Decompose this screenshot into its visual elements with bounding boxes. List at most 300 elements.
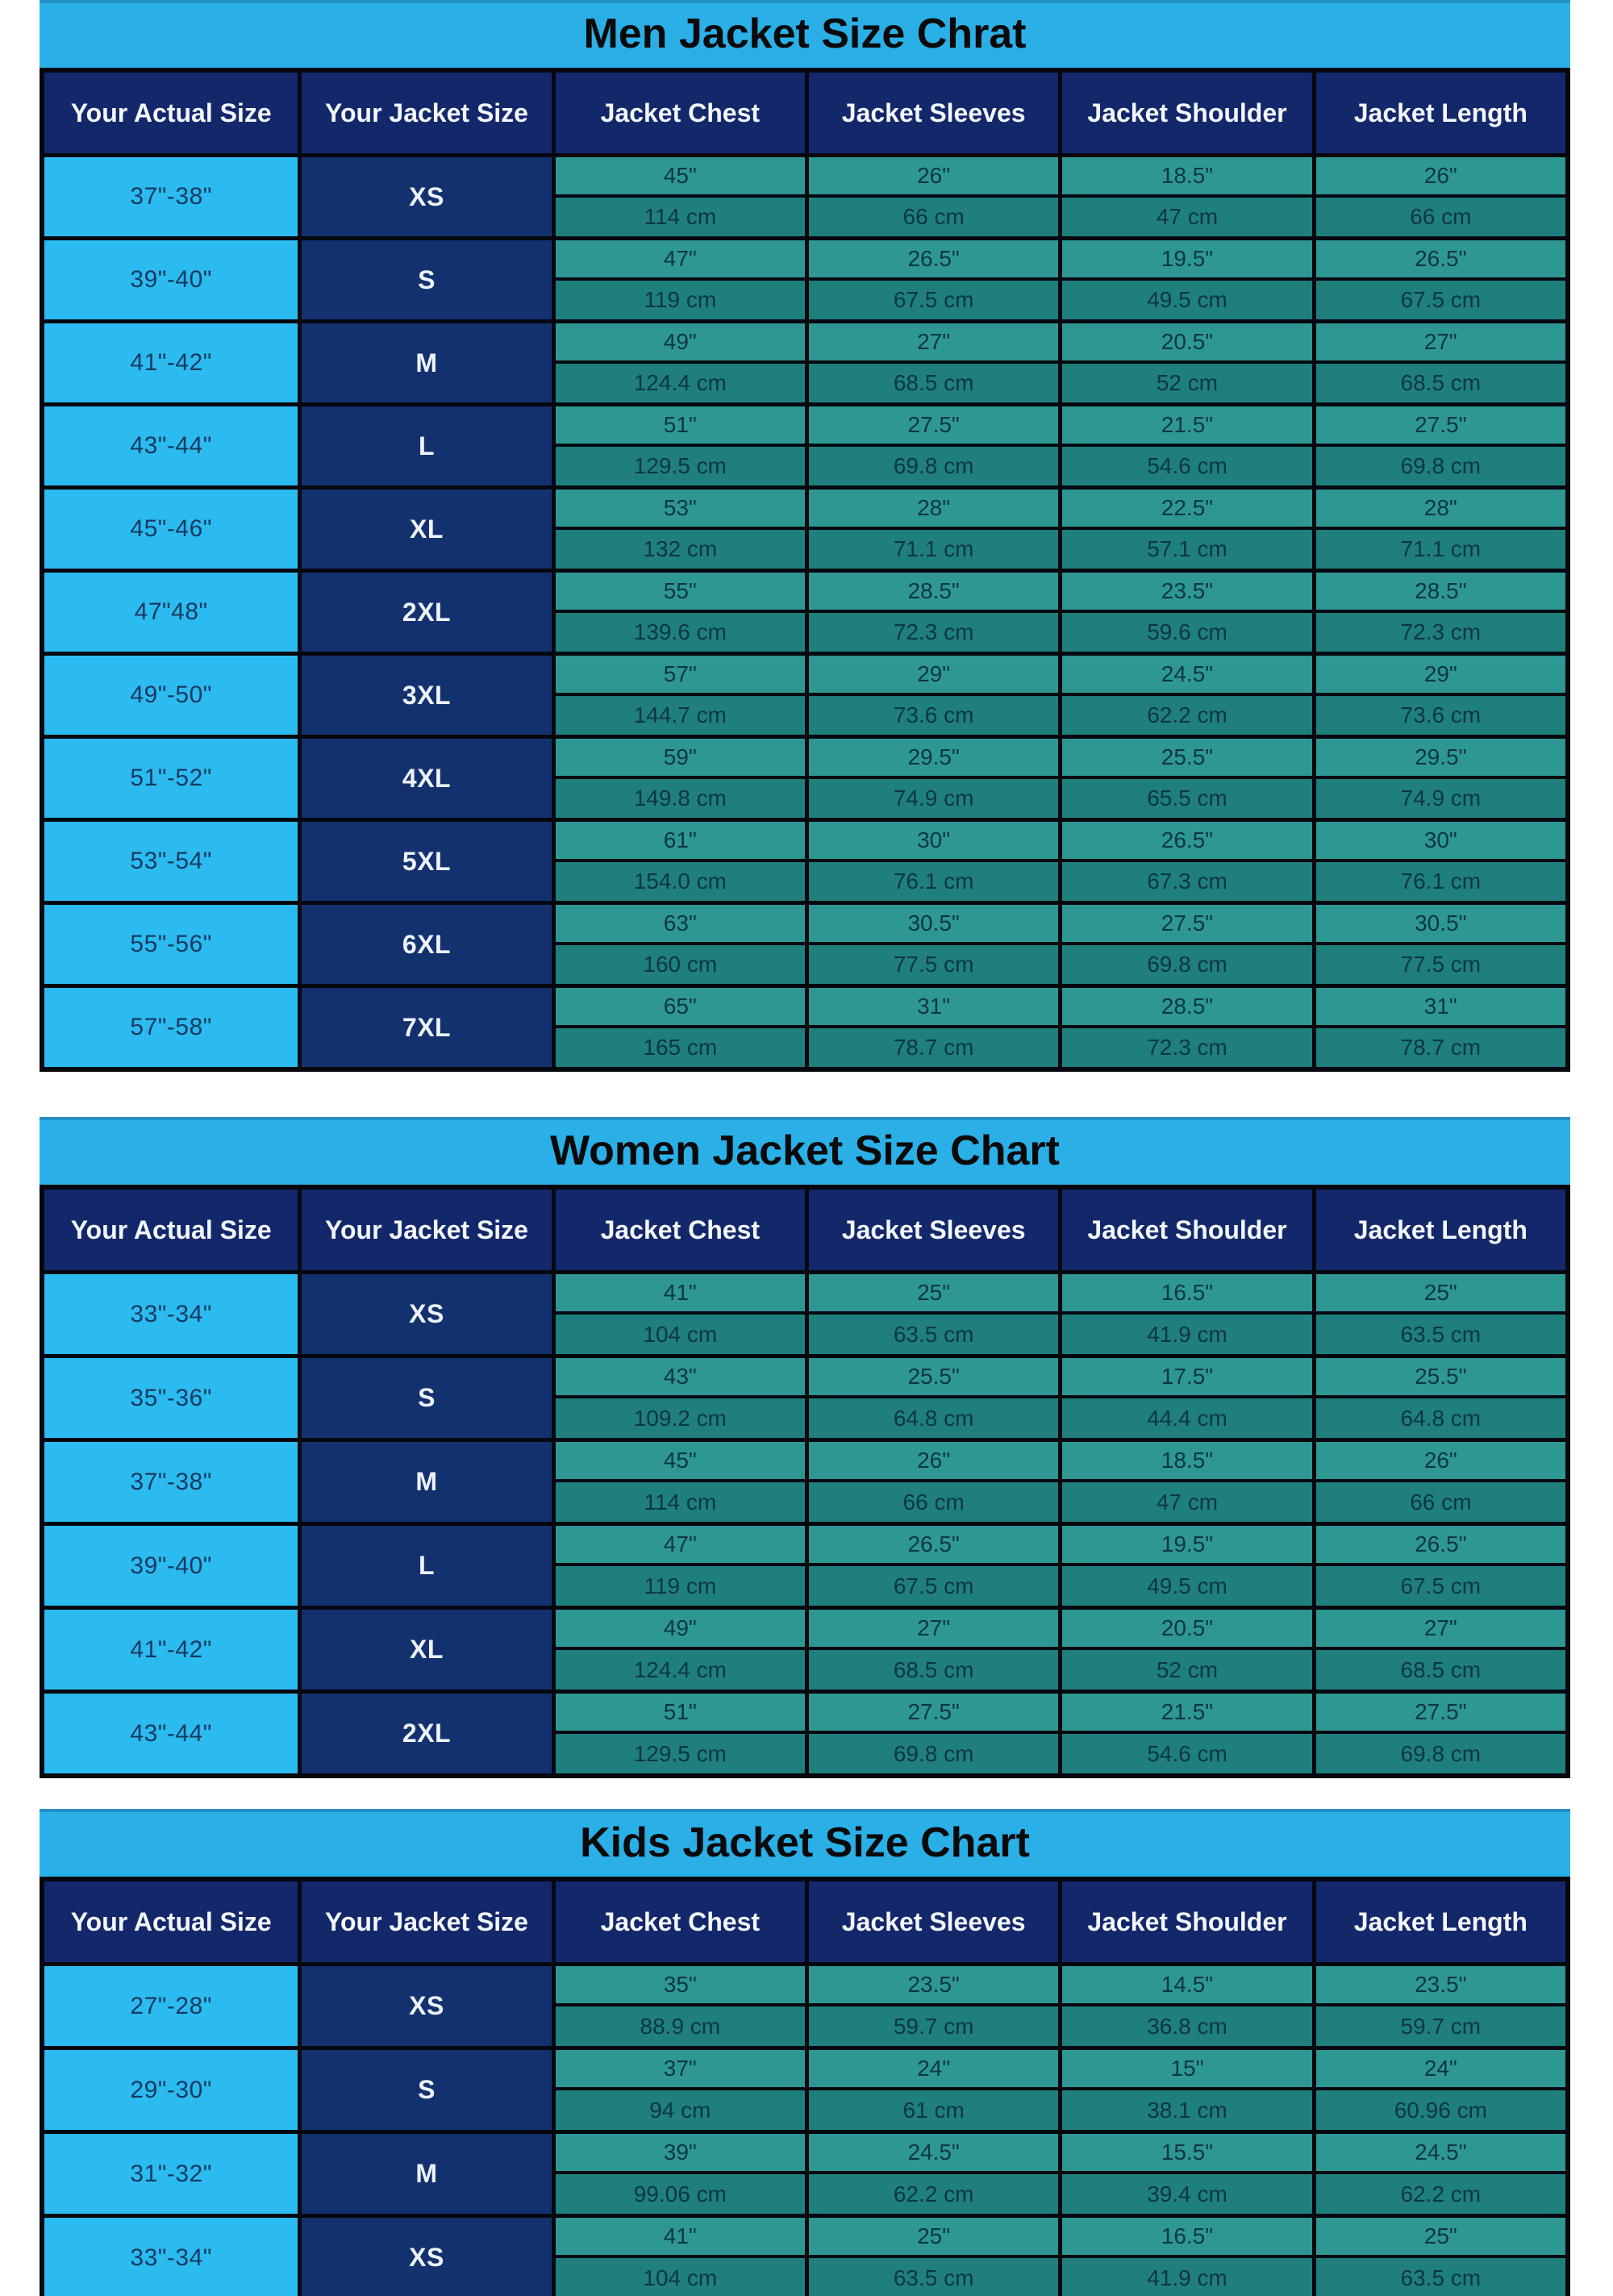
jacket-size-cell: XS: [298, 1274, 551, 1354]
inches-value: 27": [809, 1610, 1058, 1650]
table-row: [44, 569, 1565, 652]
cm-value: 149.8 cm: [556, 779, 805, 818]
measurement-cell: [1312, 656, 1565, 735]
measurement-cell: [1312, 1694, 1565, 1773]
table-row: [44, 901, 1565, 984]
measurement-cell: [805, 1610, 1058, 1690]
cm-value: 66 cm: [809, 1482, 1058, 1522]
inches-value: 25.5": [1062, 739, 1311, 779]
cm-value: 69.8 cm: [809, 1734, 1058, 1773]
measurement-cell: [805, 1694, 1058, 1773]
actual-size-cell: 31"-32": [44, 2134, 298, 2214]
cm-value: 69.8 cm: [1316, 1734, 1565, 1773]
cm-value: 69.8 cm: [1316, 447, 1565, 485]
table-row: [44, 2214, 1565, 2296]
measurement-cell: [1312, 988, 1565, 1067]
cm-value: 73.6 cm: [809, 696, 1058, 735]
cm-value: 66 cm: [1316, 198, 1565, 236]
table-row: [44, 153, 1565, 236]
actual-size-cell: 49"-50": [44, 656, 298, 735]
cm-value: 59.7 cm: [1316, 2006, 1565, 2046]
measurement-cell: [552, 1526, 805, 1606]
inches-value: 29": [1316, 656, 1565, 696]
measurement-cell: [1058, 2050, 1311, 2130]
actual-size-cell: 29"-30": [44, 2050, 298, 2130]
measurement-cell: [552, 490, 805, 569]
cm-value: 69.8 cm: [1062, 945, 1311, 984]
table-row: [44, 1270, 1565, 1354]
actual-size-cell: 43"-44": [44, 1694, 298, 1773]
men-table-title: Men Jacket Size Chrat: [40, 0, 1570, 68]
table-row: [44, 402, 1565, 485]
cm-value: 119 cm: [556, 1566, 805, 1606]
cm-value: 38.1 cm: [1062, 2090, 1311, 2130]
measurement-cell: [1312, 2218, 1565, 2296]
measurement-cell: [552, 1442, 805, 1522]
column-header: Jacket Sleeves: [805, 1190, 1058, 1270]
cm-value: 72.3 cm: [1062, 1028, 1311, 1067]
inches-value: 25": [809, 1274, 1058, 1315]
measurement-cell: [552, 988, 805, 1067]
inches-value: 26": [809, 157, 1058, 198]
inches-value: 59": [556, 739, 805, 779]
inches-value: 39": [556, 2134, 805, 2174]
inches-value: 26": [809, 1442, 1058, 1482]
cm-value: 61 cm: [809, 2090, 1058, 2130]
measurement-cell: [552, 240, 805, 319]
cm-value: 54.6 cm: [1062, 447, 1311, 485]
actual-size-cell: 57"-58": [44, 988, 298, 1067]
measurement-cell: [1058, 157, 1311, 236]
cm-value: 94 cm: [556, 2090, 805, 2130]
measurement-cell: [805, 240, 1058, 319]
jacket-size-cell: M: [298, 1442, 551, 1522]
women-size-table: [40, 1117, 1570, 1778]
inches-value: 20.5": [1062, 323, 1311, 364]
cm-value: 47 cm: [1062, 198, 1311, 236]
measurement-cell: [1312, 1526, 1565, 1606]
jacket-size-cell: M: [298, 2134, 551, 2214]
inches-value: 26": [1316, 1442, 1565, 1482]
inches-value: 45": [556, 157, 805, 198]
cm-value: 52 cm: [1062, 364, 1311, 402]
cm-value: 67.5 cm: [809, 281, 1058, 319]
column-header: Jacket Length: [1312, 1190, 1565, 1270]
cm-value: 72.3 cm: [809, 613, 1058, 652]
measurement-cell: [1312, 1966, 1565, 2046]
measurement-cell: [805, 2218, 1058, 2296]
inches-value: 24": [1316, 2050, 1565, 2090]
measurement-cell: [805, 656, 1058, 735]
cm-value: 69.8 cm: [809, 447, 1058, 485]
inches-value: 51": [556, 406, 805, 447]
actual-size-cell: 53"-54": [44, 822, 298, 901]
women-table-title: Women Jacket Size Chart: [40, 1117, 1570, 1185]
cm-value: 104 cm: [556, 1315, 805, 1354]
measurement-cell: [552, 323, 805, 402]
inches-value: 28": [809, 490, 1058, 530]
inches-value: 51": [556, 1694, 805, 1734]
measurement-cell: [1058, 739, 1311, 818]
women-table-grid: [40, 1185, 1570, 1778]
actual-size-cell: 37"-38": [44, 1442, 298, 1522]
cm-value: 88.9 cm: [556, 2006, 805, 2046]
actual-size-cell: 33"-34": [44, 1274, 298, 1354]
table-row: [44, 1354, 1565, 1438]
column-header: Jacket Shoulder: [1058, 73, 1311, 153]
cm-value: 41.9 cm: [1062, 2258, 1311, 2296]
inches-value: 18.5": [1062, 157, 1311, 198]
inches-value: 28.5": [809, 573, 1058, 613]
table-row: [44, 236, 1565, 319]
cm-value: 63.5 cm: [809, 2258, 1058, 2296]
kids-table-title: Kids Jacket Size Chart: [40, 1809, 1570, 1877]
measurement-cell: [1058, 406, 1311, 485]
inches-value: 30": [1316, 822, 1565, 862]
jacket-size-cell: XS: [298, 1966, 551, 2046]
cm-value: 63.5 cm: [809, 1315, 1058, 1354]
cm-value: 52 cm: [1062, 1650, 1311, 1690]
table-row: [44, 2130, 1565, 2214]
cm-value: 62.2 cm: [1316, 2174, 1565, 2214]
jacket-size-cell: S: [298, 1358, 551, 1438]
cm-value: 154.0 cm: [556, 862, 805, 901]
measurement-cell: [1312, 739, 1565, 818]
actual-size-cell: 41"-42": [44, 1610, 298, 1690]
inches-value: 28.5": [1062, 988, 1311, 1028]
inches-value: 23.5": [809, 1966, 1058, 2006]
measurement-cell: [1058, 1526, 1311, 1606]
measurement-cell: [805, 2134, 1058, 2214]
actual-size-cell: 51"-52": [44, 739, 298, 818]
cm-value: 144.7 cm: [556, 696, 805, 735]
cm-value: 76.1 cm: [809, 862, 1058, 901]
cm-value: 67.5 cm: [809, 1566, 1058, 1606]
measurement-cell: [1312, 323, 1565, 402]
table-row: [44, 319, 1565, 402]
measurement-cell: [805, 1358, 1058, 1438]
inches-value: 49": [556, 323, 805, 364]
cm-value: 57.1 cm: [1062, 530, 1311, 569]
column-header: Your Actual Size: [70, 1215, 272, 1244]
jacket-size-cell: M: [298, 323, 551, 402]
cm-value: 67.5 cm: [1316, 281, 1565, 319]
measurement-cell: [1312, 905, 1565, 984]
inches-value: 15": [1062, 2050, 1311, 2090]
measurement-cell: [805, 323, 1058, 402]
column-header: Your Actual Size: [70, 98, 272, 127]
jacket-size-cell: XS: [298, 157, 551, 236]
measurement-cell: [1312, 240, 1565, 319]
inches-value: 25": [809, 2218, 1058, 2258]
inches-value: 19.5": [1062, 1526, 1311, 1566]
measurement-cell: [1058, 490, 1311, 569]
measurement-cell: [805, 905, 1058, 984]
table-row: [44, 1606, 1565, 1690]
cm-value: 78.7 cm: [1316, 1028, 1565, 1067]
measurement-cell: [1312, 573, 1565, 652]
measurement-cell: [1312, 1274, 1565, 1354]
inches-value: 45": [556, 1442, 805, 1482]
cm-value: 62.2 cm: [1062, 696, 1311, 735]
measurement-cell: [1058, 1358, 1311, 1438]
inches-value: 15.5": [1062, 2134, 1311, 2174]
measurement-cell: [552, 2050, 805, 2130]
inches-value: 17.5": [1062, 1358, 1311, 1398]
inches-value: 49": [556, 1610, 805, 1650]
measurement-cell: [805, 1526, 1058, 1606]
measurement-cell: [805, 406, 1058, 485]
table-row: [44, 735, 1565, 818]
measurement-cell: [552, 656, 805, 735]
inches-value: 27.5": [809, 406, 1058, 447]
table-row: [44, 1962, 1565, 2046]
measurement-cell: [1058, 240, 1311, 319]
jacket-size-cell: 4XL: [298, 739, 551, 818]
actual-size-cell: 45"-46": [44, 490, 298, 569]
inches-value: 29.5": [809, 739, 1058, 779]
cm-value: 68.5 cm: [1316, 364, 1565, 402]
cm-value: 77.5 cm: [809, 945, 1058, 984]
inches-value: 27.5": [809, 1694, 1058, 1734]
table-body: [44, 153, 1565, 1067]
inches-value: 24.5": [1316, 2134, 1565, 2174]
cm-value: 68.5 cm: [1316, 1650, 1565, 1690]
measurement-cell: [1058, 1966, 1311, 2046]
inches-value: 27.5": [1062, 905, 1311, 945]
measurement-cell: [805, 988, 1058, 1067]
jacket-size-cell: S: [298, 240, 551, 319]
inches-value: 27.5": [1316, 406, 1565, 447]
inches-value: 27": [1316, 323, 1565, 364]
column-header: Jacket Shoulder: [1058, 1881, 1311, 1962]
cm-value: 54.6 cm: [1062, 1734, 1311, 1773]
kids-table-grid: [40, 1877, 1570, 2296]
inches-value: 25.5": [809, 1358, 1058, 1398]
cm-value: 99.06 cm: [556, 2174, 805, 2214]
measurement-cell: [805, 1966, 1058, 2046]
cm-value: 76.1 cm: [1316, 862, 1565, 901]
inches-value: 24.5": [809, 2134, 1058, 2174]
jacket-size-cell: L: [298, 1526, 551, 1606]
inches-value: 21.5": [1062, 1694, 1311, 1734]
measurement-cell: [1058, 905, 1311, 984]
jacket-size-cell: XS: [298, 2218, 551, 2296]
header-row: [44, 1190, 1565, 1270]
column-header: Jacket Length: [1312, 1881, 1565, 1962]
column-header: Jacket Sleeves: [805, 1881, 1058, 1962]
actual-size-cell: 35"-36": [44, 1358, 298, 1438]
inches-value: 16.5": [1062, 1274, 1311, 1315]
measurement-cell: [552, 1358, 805, 1438]
measurement-cell: [552, 1694, 805, 1773]
table-row: [44, 984, 1565, 1067]
measurement-cell: [1312, 1610, 1565, 1690]
actual-size-cell: 43"-44": [44, 406, 298, 485]
inches-value: 26.5": [809, 240, 1058, 281]
measurement-cell: [552, 822, 805, 901]
men-size-table: [40, 0, 1570, 1072]
measurement-cell: [1312, 157, 1565, 236]
inches-value: 26": [1316, 157, 1565, 198]
inches-value: 35": [556, 1966, 805, 2006]
cm-value: 67.5 cm: [1316, 1566, 1565, 1606]
cm-value: 39.4 cm: [1062, 2174, 1311, 2214]
cm-value: 114 cm: [556, 1482, 805, 1522]
inches-value: 20.5": [1062, 1610, 1311, 1650]
jacket-size-cell: XL: [298, 490, 551, 569]
table-row: [44, 1438, 1565, 1522]
actual-size-cell: 39"-40": [44, 1526, 298, 1606]
measurement-cell: [805, 490, 1058, 569]
inches-value: 27": [1316, 1610, 1565, 1650]
jacket-size-cell: S: [298, 2050, 551, 2130]
measurement-cell: [552, 573, 805, 652]
cm-value: 73.6 cm: [1316, 696, 1565, 735]
cm-value: 104 cm: [556, 2258, 805, 2296]
cm-value: 60.96 cm: [1316, 2090, 1565, 2130]
cm-value: 67.3 cm: [1062, 862, 1311, 901]
inches-value: 26.5": [1316, 1526, 1565, 1566]
measurement-cell: [552, 2134, 805, 2214]
cm-value: 77.5 cm: [1316, 945, 1565, 984]
cm-value: 129.5 cm: [556, 1734, 805, 1773]
measurement-cell: [1058, 1610, 1311, 1690]
column-header: Your Actual Size: [70, 1906, 272, 1936]
measurement-cell: [552, 157, 805, 236]
inches-value: 25.5": [1316, 1358, 1565, 1398]
measurement-cell: [1058, 656, 1311, 735]
cm-value: 63.5 cm: [1316, 1315, 1565, 1354]
inches-value: 28.5": [1316, 573, 1565, 613]
cm-value: 36.8 cm: [1062, 2006, 1311, 2046]
men-table-grid: [40, 68, 1570, 1072]
actual-size-cell: 55"-56": [44, 905, 298, 984]
cm-value: 62.2 cm: [809, 2174, 1058, 2214]
measurement-cell: [805, 739, 1058, 818]
cm-value: 64.8 cm: [1316, 1398, 1565, 1438]
cm-value: 63.5 cm: [1316, 2258, 1565, 2296]
cm-value: 68.5 cm: [809, 364, 1058, 402]
inches-value: 26.5": [1062, 822, 1311, 862]
table-body: [44, 1270, 1565, 1773]
inches-value: 18.5": [1062, 1442, 1311, 1482]
inches-value: 29": [809, 656, 1058, 696]
measurement-cell: [1058, 988, 1311, 1067]
cm-value: 59.6 cm: [1062, 613, 1311, 652]
column-header: Jacket Shoulder: [1058, 1190, 1311, 1270]
inches-value: 31": [1316, 988, 1565, 1028]
inches-value: 53": [556, 490, 805, 530]
cm-value: 65.5 cm: [1062, 779, 1311, 818]
jacket-size-cell: L: [298, 406, 551, 485]
jacket-size-cell: 2XL: [298, 1694, 551, 1773]
measurement-cell: [805, 1442, 1058, 1522]
cm-value: 124.4 cm: [556, 364, 805, 402]
measurement-cell: [1058, 2218, 1311, 2296]
cm-value: 160 cm: [556, 945, 805, 984]
inches-value: 22.5": [1062, 490, 1311, 530]
measurement-cell: [1058, 1442, 1311, 1522]
column-header: Jacket Chest: [552, 1190, 805, 1270]
cm-value: 47 cm: [1062, 1482, 1311, 1522]
cm-value: 72.3 cm: [1316, 613, 1565, 652]
inches-value: 27.5": [1316, 1694, 1565, 1734]
inches-value: 26.5": [1316, 240, 1565, 281]
inches-value: 23.5": [1062, 573, 1311, 613]
inches-value: 55": [556, 573, 805, 613]
table-row: [44, 652, 1565, 735]
measurement-cell: [552, 1274, 805, 1354]
actual-size-cell: 39"-40": [44, 240, 298, 319]
actual-size-cell: 41"-42": [44, 323, 298, 402]
inches-value: 24.5": [1062, 656, 1311, 696]
cm-value: 139.6 cm: [556, 613, 805, 652]
cm-value: 44.4 cm: [1062, 1398, 1311, 1438]
inches-value: 63": [556, 905, 805, 945]
inches-value: 29.5": [1316, 739, 1565, 779]
inches-value: 41": [556, 2218, 805, 2258]
cm-value: 114 cm: [556, 198, 805, 236]
actual-size-cell: 47"48": [44, 573, 298, 652]
measurement-cell: [1058, 1694, 1311, 1773]
inches-value: 24": [809, 2050, 1058, 2090]
column-header: Your Jacket Size: [298, 73, 551, 153]
table-row: [44, 818, 1565, 901]
jacket-size-cell: 2XL: [298, 573, 551, 652]
actual-size-cell: 33"-34": [44, 2218, 298, 2296]
inches-value: 61": [556, 822, 805, 862]
inches-value: 26.5": [809, 1526, 1058, 1566]
measurement-cell: [1312, 2134, 1565, 2214]
jacket-size-cell: XL: [298, 1610, 551, 1690]
cm-value: 66 cm: [1316, 1482, 1565, 1522]
jacket-size-cell: 6XL: [298, 905, 551, 984]
actual-size-cell: 37"-38": [44, 157, 298, 236]
cm-value: 74.9 cm: [809, 779, 1058, 818]
jacket-size-cell: 5XL: [298, 822, 551, 901]
measurement-cell: [805, 1274, 1058, 1354]
header-row: [44, 1881, 1565, 1962]
inches-value: 43": [556, 1358, 805, 1398]
measurement-cell: [805, 573, 1058, 652]
measurement-cell: [1058, 2134, 1311, 2214]
measurement-cell: [805, 2050, 1058, 2130]
measurement-cell: [1312, 1442, 1565, 1522]
column-header: Jacket Length: [1312, 73, 1565, 153]
cm-value: 41.9 cm: [1062, 1315, 1311, 1354]
inches-value: 65": [556, 988, 805, 1028]
cm-value: 129.5 cm: [556, 447, 805, 485]
cm-value: 74.9 cm: [1316, 779, 1565, 818]
inches-value: 30": [809, 822, 1058, 862]
column-header: Jacket Sleeves: [805, 73, 1058, 153]
inches-value: 30.5": [1316, 905, 1565, 945]
inches-value: 23.5": [1316, 1966, 1565, 2006]
cm-value: 165 cm: [556, 1028, 805, 1067]
column-header: Your Jacket Size: [298, 1881, 551, 1962]
inches-value: 21.5": [1062, 406, 1311, 447]
inches-value: 19.5": [1062, 240, 1311, 281]
cm-value: 68.5 cm: [809, 1650, 1058, 1690]
measurement-cell: [552, 905, 805, 984]
measurement-cell: [1058, 1274, 1311, 1354]
measurement-cell: [552, 739, 805, 818]
measurement-cell: [1058, 323, 1311, 402]
cm-value: 71.1 cm: [809, 530, 1058, 569]
inches-value: 41": [556, 1274, 805, 1315]
measurement-cell: [1058, 573, 1311, 652]
